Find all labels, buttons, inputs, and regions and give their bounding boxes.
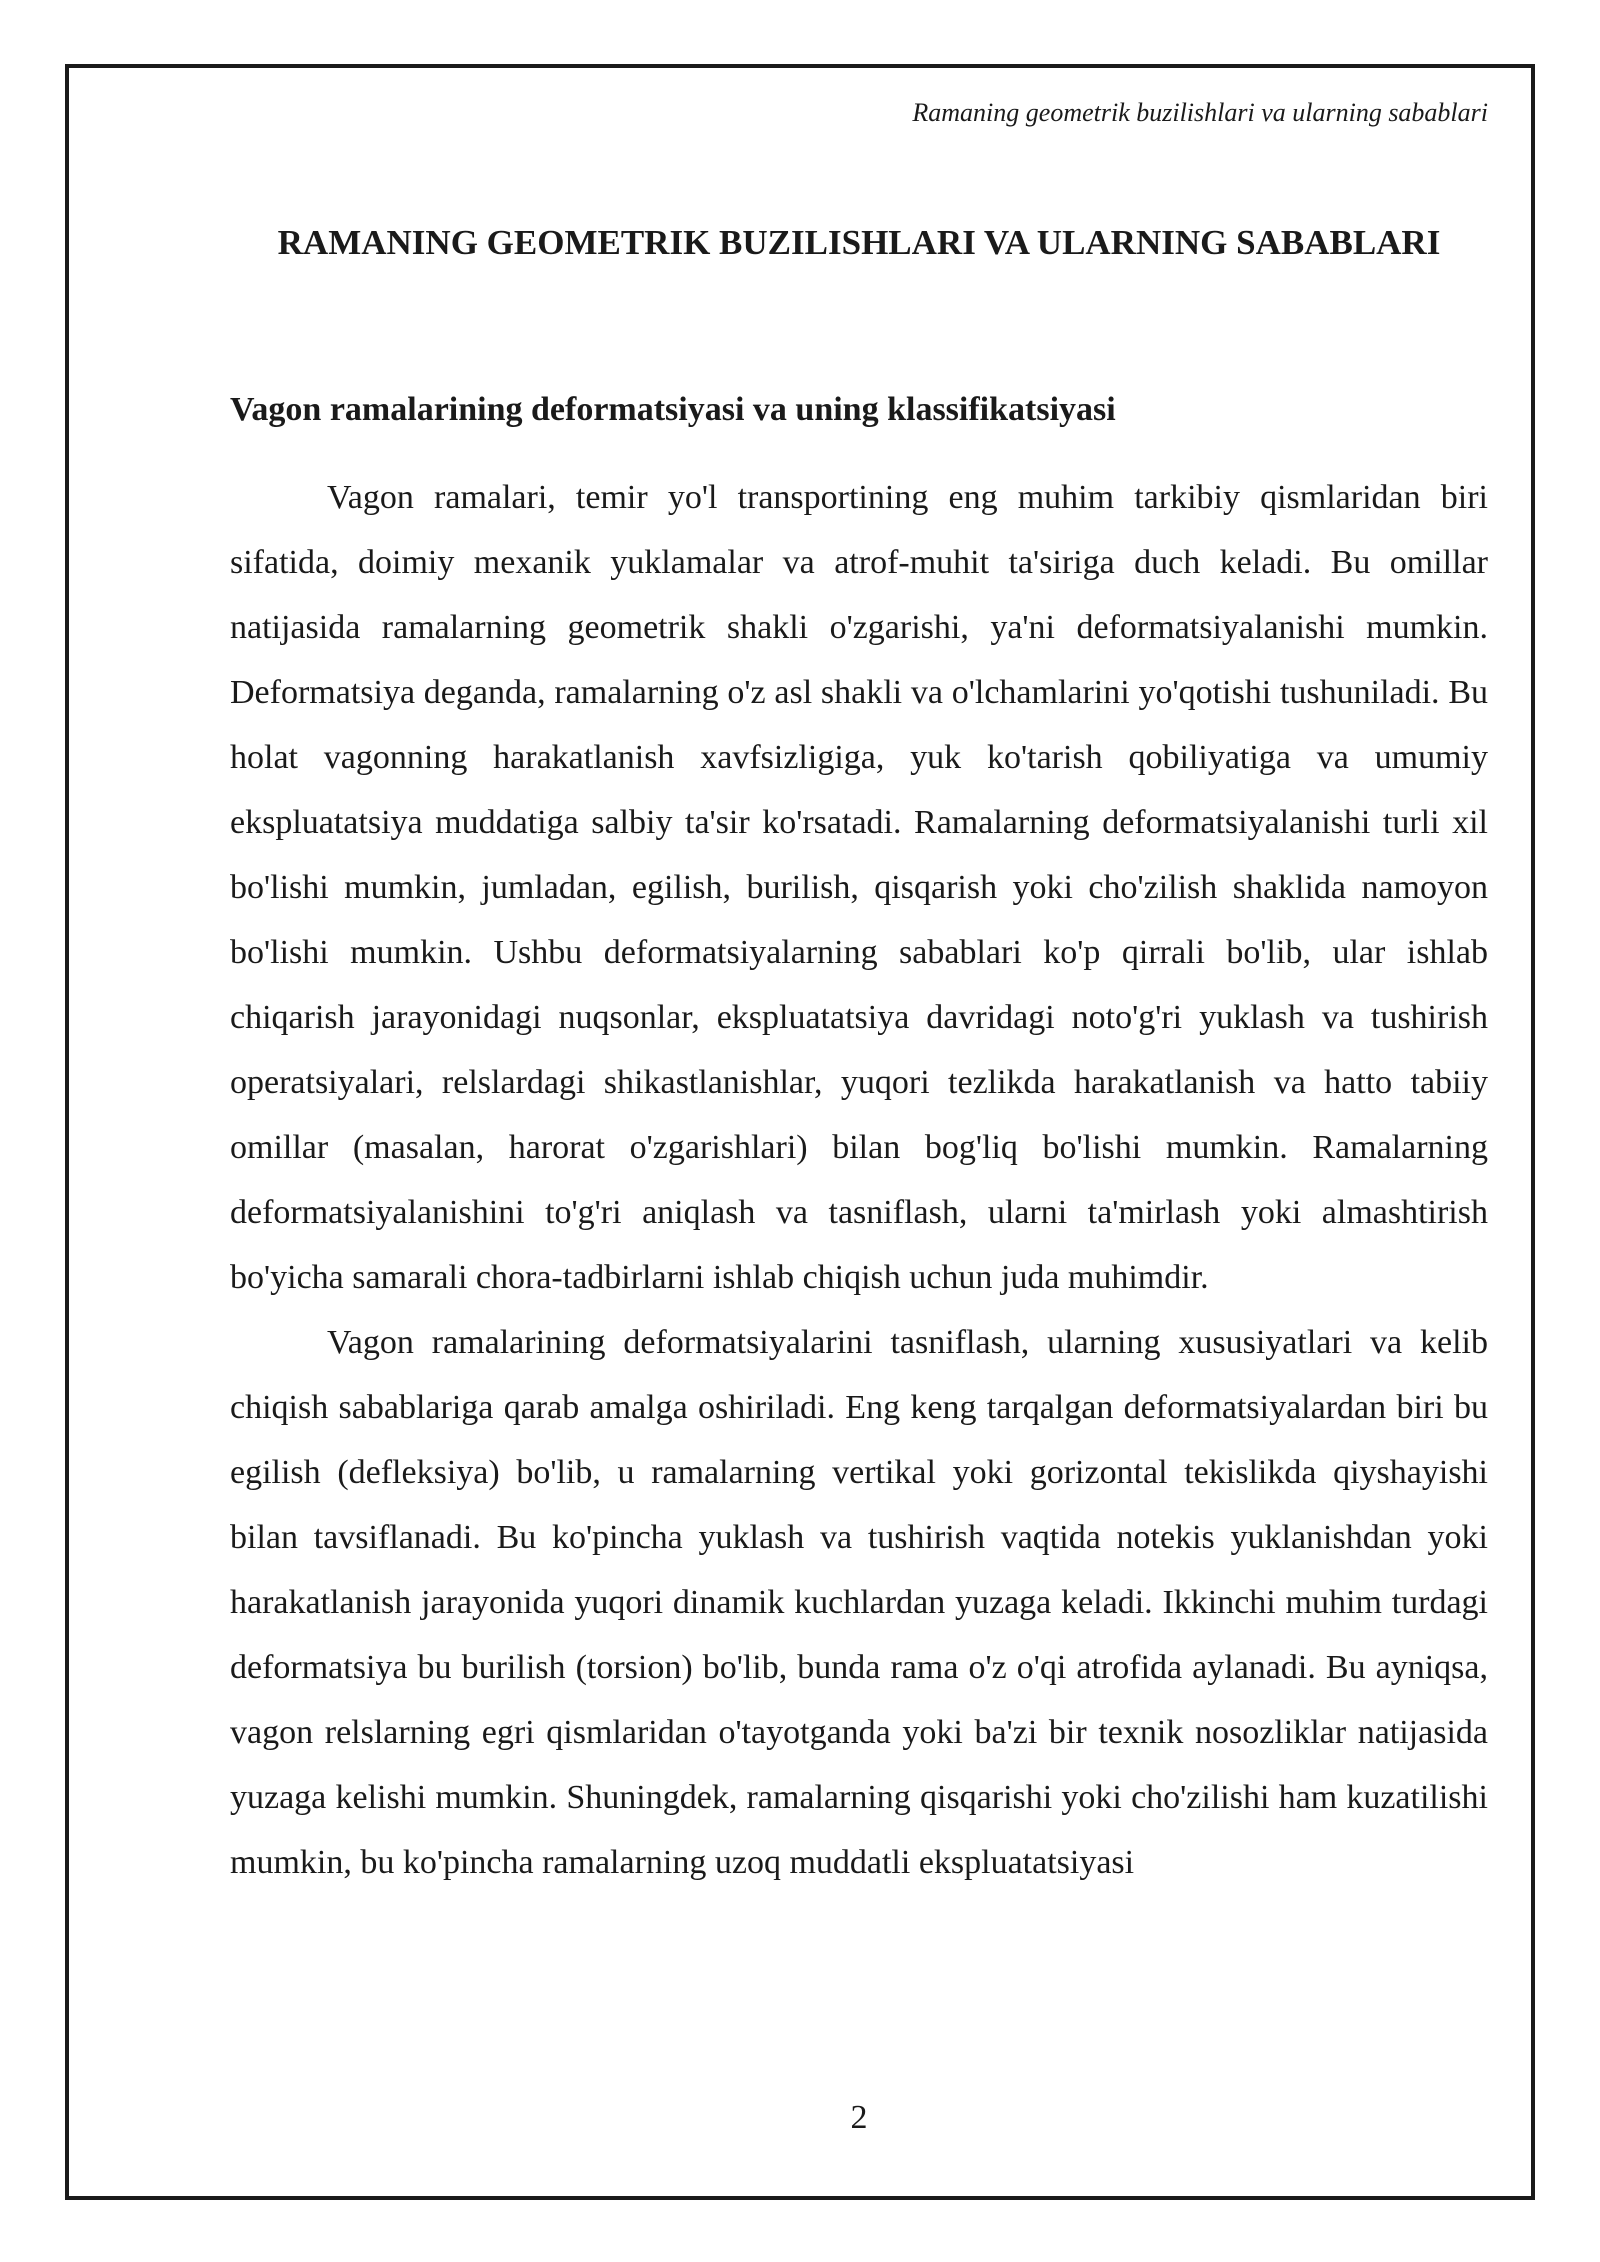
paragraph: Vagon ramalarining deformatsiyalarini tasniflash, ularning xususiyatlari va kelib chiqish sabablariga qarab amalga oshiriladi. Eng keng tarqalgan deformatsiyalardan biri bu egilish (defleksiya) bo'lib, u ramalarning vertikal yoki gorizontal tekislikda qiyshayishi bilan tavsiflanadi. Bu ko'pincha yuklash va tushirish vaqtida notekis yuklanishdan yoki harakatlanish jarayonida yuqori dinamik kuchlardan yuzaga keladi. Ikkinchi muhim turdagi deformatsiya bu burilish (torsion) bo'lib, bunda rama o'z o'qi atrofida aylanadi. Bu ayniqsa, vagon relslarning egri qismlaridan o'tayotganda yoki ba'zi bir texnik nosozliklar natijasida yuzaga kelishi mumkin. Shuningdek, ramalarning qisqarishi yoki cho'zilishi ham kuzatilishi mumkin, bu ko'pincha ramalarning uzoq muddatli ekspluatatsiyasi	[230, 1324, 1488, 1881]
body-text	[230, 465, 1488, 1895]
running-header: Ramaning geometrik buzilishlari va ularning sabablari	[912, 98, 1488, 127]
page-number: 2	[850, 2099, 868, 2136]
section-heading: Vagon ramalarining deformatsiyasi va uning klassifikatsiyasi	[230, 391, 1116, 428]
paragraph: Vagon ramalari, temir yo'l transportining eng muhim tarkibiy qismlaridan biri sifatida, doimiy mexanik yuklamalar va atrof-muhit ta'siriga duch keladi. Bu omillar natijasida ramalarning geometrik shakli o'zgarishi, ya'ni deformatsiyalanishi mumkin. Deformatsiya deganda, ramalarning o'z asl shakli va o'lchamlarini yo'qotishi tushuniladi. Bu holat vagonning harakatlanish xavfsizligiga, yuk ko'tarish qobiliyatiga va umumiy ekspluatatsiya muddatiga salbiy ta'sir ko'rsatadi. Ramalarning deformatsiyalanishi turli xil bo'lishi mumkin, jumladan, egilish, burilish, qisqarish yoki cho'zilish shaklida namoyon bo'lishi mumkin. Ushbu deformatsiyalarning sabablari ko'p qirrali bo'lib, ular ishlab chiqarish jarayonidagi nuqsonlar, ekspluatatsiya davridagi noto'g'ri yuklash va tushirish operatsiyalari, relslardagi shikastlanishlar, yuqori tezlikda harakatlanish va hatto tabiiy omillar (masalan, harorat o'zgarishlari) bilan bog'liq bo'lishi mumkin. Ramalarning deformatsiyalanishini to'g'ri aniqlash va tasniflash, ularni ta'mirlash yoki almashtirish bo'yicha samarali chora-tadbirlarni ishlab chiqish uchun juda muhimdir.	[230, 479, 1488, 1296]
document-title: RAMANING GEOMETRIK BUZILISHLARI VA ULARNING SABABLARI	[277, 223, 1441, 262]
